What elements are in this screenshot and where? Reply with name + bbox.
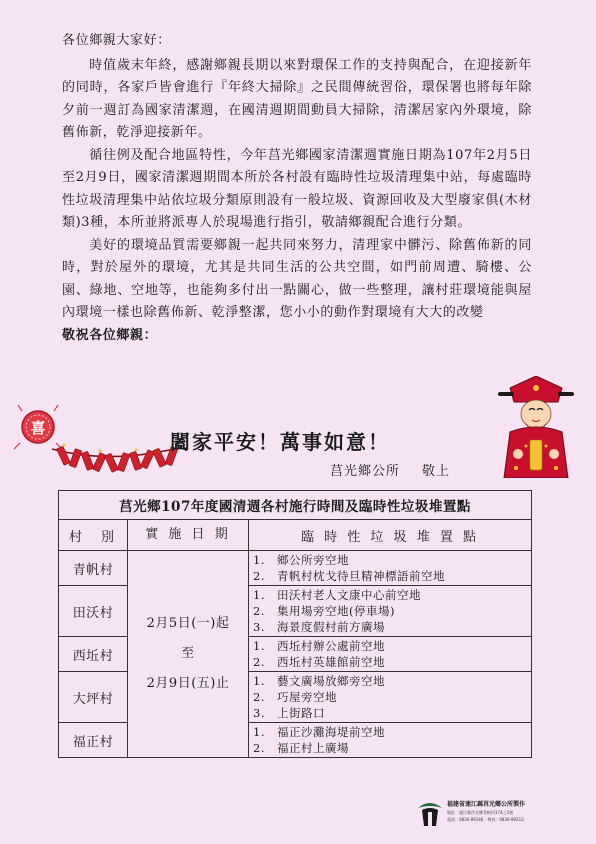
period-start: 2月5日(一)起 (146, 616, 230, 631)
period-cell (128, 551, 249, 758)
site-item: 1. 福正沙灘海堤前空地 (253, 725, 385, 739)
seal-character: 喜 (30, 419, 46, 437)
cleanup-schedule-table (58, 490, 532, 758)
village-cell: 福正村 (59, 723, 128, 758)
footer-address: 地址：連江縣莒光鄉青帆村174之2號 (447, 810, 514, 815)
letter-greeting: 各位鄉親大家好： (62, 33, 171, 48)
site-item: 2. 青帆村枕戈待旦精神標語前空地 (253, 569, 445, 583)
site-item: 2. 西坵村英雄館前空地 (253, 655, 385, 669)
table-title: 莒光鄉107年度國清週各村施行時間及臨時性垃圾堆置點 (59, 491, 532, 520)
letter-paragraph-1: 時值歲末年終，感謝鄉親長期以來對環保工作的支持與配合，在迎接新年的同時，各家戶皆會進行『年終大掃除』之民間傳統習俗，環保署也將每年除夕前一週訂為國家清潔週，在國清週期間動員大掃除，清潔居家內外環境，除舊佈新，乾淨迎接新年。 (62, 57, 532, 140)
sites-cell (249, 551, 532, 586)
footer-credits (447, 800, 587, 823)
period-to: 至 (181, 646, 195, 661)
signature (330, 460, 450, 479)
blessing-text: 闔家平安！萬事如意！ (170, 430, 390, 454)
site-item: 1. 藝文廣場放鄉旁空地 (253, 674, 385, 688)
signer-name: 莒光鄉公所 (330, 464, 401, 479)
site-item: 3. 海景度假村前方廣場 (253, 620, 385, 634)
letter-paragraph-2: 循往例及配合地區特性，今年莒光鄉國家清潔週實施日期為107年2月5日至2月9日，國家清潔週期間本所於各村設有臨時性垃圾清理集中站，每處臨時性垃圾清理集中站依垃圾分類原則設有一般垃圾、資源回收及大型廢家俱(木材類)3種，本所並將派專人於現場進行指引，敬請鄉親配合進行分類。 (62, 147, 532, 230)
site-item: 2. 福正村上廣場 (253, 741, 349, 755)
period-end: 2月9日(五)止 (146, 676, 230, 691)
header-period: 實 施 日 期 (128, 520, 249, 551)
letter-paragraph-3: 美好的環境品質需要鄉親一起共同來努力，清理家中髒污、除舊佈新的同時，對於屋外的環境，尤其是共同生活的公共空間，如門前周遭、騎樓、公園、綠地、空地等，也能夠多付出一點關心，做一些整理，讓村莊環境能與屋內環境一樣也除舊佈新、乾淨整潔，您小小的動作對環境有大大的改變 (62, 237, 532, 320)
header-sites: 臨 時 性 垃 圾 堆 置 點 (249, 520, 532, 551)
sites-cell (249, 723, 532, 758)
signoff-text: 敬上 (422, 464, 451, 479)
village-cell: 大坪村 (59, 672, 128, 723)
sites-cell (249, 586, 532, 637)
village-cell: 青帆村 (59, 551, 128, 586)
site-item: 2. 巧屋旁空地 (253, 690, 337, 704)
letter-closing: 敬祝各位鄉親： (62, 327, 158, 343)
footer-phone: 電話：0836-89146 傳真：0836-89213 (447, 817, 524, 822)
village-cell: 田沃村 (59, 586, 128, 637)
site-item: 1. 鄉公所旁空地 (253, 553, 349, 567)
site-item: 1. 西坵村辦公處前空地 (253, 639, 385, 653)
table-row (59, 551, 532, 586)
footer-org: 福建省連江縣莒光鄉公所製作 (447, 801, 526, 808)
table-header-row (59, 520, 532, 551)
township-logo-icon (416, 798, 444, 828)
sites-cell (249, 672, 532, 723)
village-cell: 西坵村 (59, 637, 128, 672)
god-of-wealth-icon (496, 376, 576, 478)
header-village: 村 別 (59, 520, 128, 551)
sites-cell (249, 637, 532, 672)
site-item: 2. 集用場旁空地(停車場) (253, 604, 395, 618)
announcement-letter (62, 30, 532, 347)
site-item: 3. 上街路口 (253, 706, 325, 720)
site-item: 1. 田沃村老人文康中心前空地 (253, 588, 421, 602)
